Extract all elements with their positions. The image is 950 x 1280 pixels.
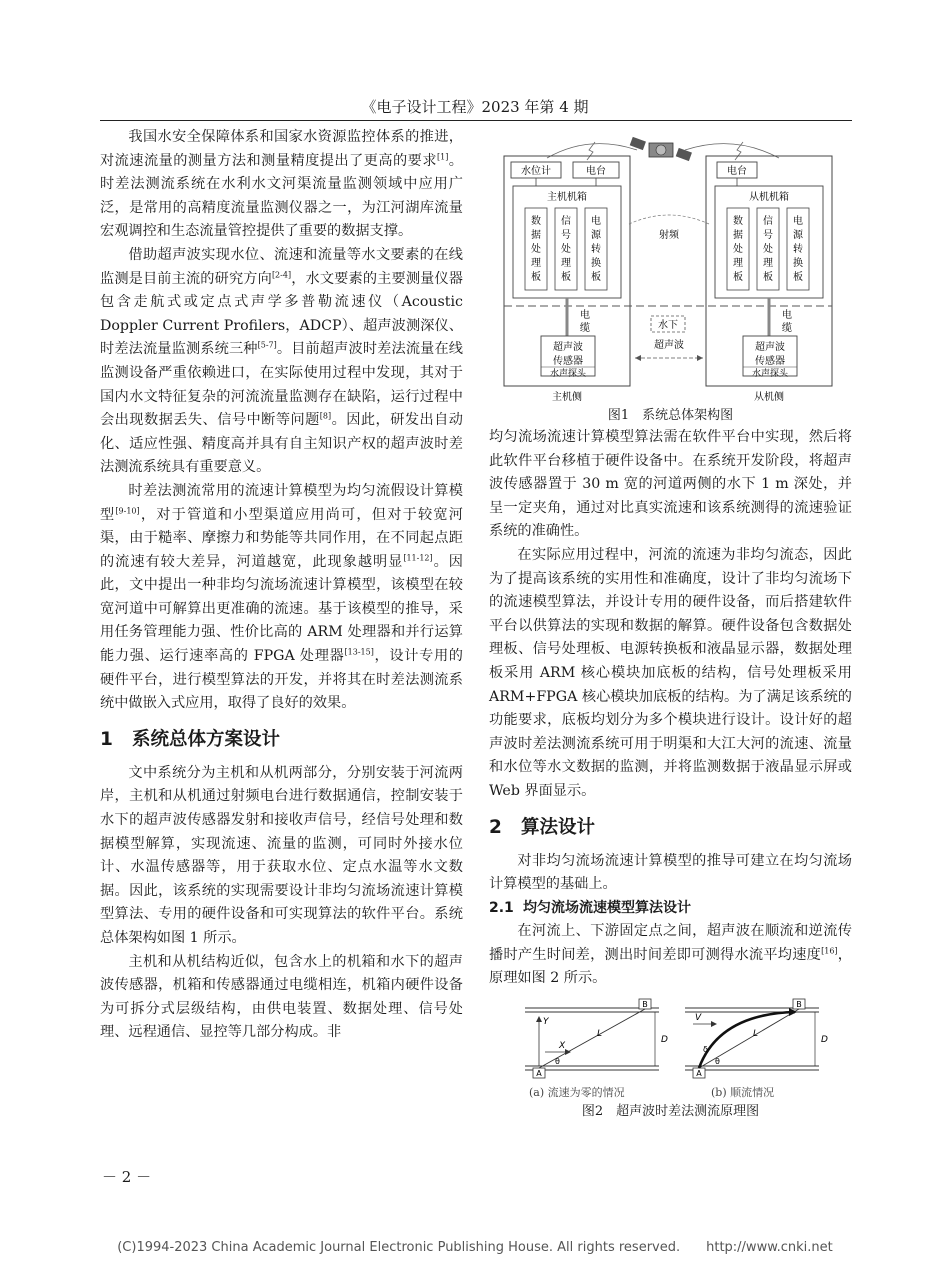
- paragraph-section1-1: 文中系统分为主机和从机两部分，分别安装于河流两岸，主机和从机通过射频电台进行数据通信，控制安装于水下的超声波传感器发射和接收声信号，经信号处理和数据模型解算，实现流速、流量的监测，可同时外接水位计、水温传感器等，用于获取水位、定点水温等水文数据。因此，该系统的实现需要设计非均匀流场流速计算模型算法、专用的硬件设备和可实现算法的软件平台。系统总体架构如图 1 所示。: [100, 764, 463, 946]
- section-1-heading: 1 系统总体方案设计: [100, 728, 281, 750]
- svg-text:处: 处: [763, 244, 773, 255]
- cable-label-right: 电: [782, 310, 792, 321]
- slave-sensor-label: 超声波: [755, 342, 785, 353]
- right-column: [489, 126, 852, 1122]
- figure-2-caption: 图2 超声波时差法测流原理图: [581, 1104, 760, 1120]
- svg-text:转: 转: [793, 244, 803, 255]
- radio-left-label: 电台: [586, 166, 606, 177]
- svg-text:板: 板: [591, 272, 601, 283]
- paragraph-section2-1: 在河流上、下游固定点之间，超声波在顺流和逆流传播时产生时间差，测出时间差即可测得水流平均速度[16]，原理如图 2 所示。: [489, 923, 852, 987]
- svg-text:B: B: [642, 1000, 648, 1010]
- slave-board-signal: [757, 208, 779, 290]
- figure-2-subcaptions: [489, 1084, 852, 1102]
- svg-text:号: 号: [763, 230, 773, 241]
- svg-text:换: 换: [591, 258, 601, 269]
- svg-text:信: 信: [561, 216, 571, 227]
- svg-text:缆: 缆: [580, 323, 590, 334]
- svg-text:板: 板: [531, 272, 541, 283]
- figure-2b-subcaption: (b) 顺流情况: [711, 1086, 775, 1100]
- master-side-label: 主机侧: [552, 392, 582, 403]
- figure-2b-downstream: [685, 999, 828, 1078]
- svg-text:理: 理: [763, 258, 773, 269]
- svg-text:L: L: [597, 1029, 603, 1040]
- master-board-signal: [555, 208, 577, 290]
- svg-text:A: A: [696, 1069, 702, 1079]
- section-2-1-heading: 2.1 均匀流场流速模型算法设计: [489, 899, 691, 916]
- underwater-label: 水下: [658, 320, 678, 331]
- svg-text:D: D: [821, 1035, 828, 1046]
- svg-text:θ: θ: [715, 1057, 720, 1067]
- master-probe-label: 水声探头: [549, 369, 587, 379]
- paragraph-right-1: 均匀流场流速计算模型算法需在软件平台中实现，然后将此软件平台移植于硬件设备中。在系统开发阶段，将超声波传感器置于 30 m 宽的河道两侧的水下 1 m 深处，并呈一定夹角，通过对比真实流速和该系统测得的流速验证系统的准确性。: [489, 429, 852, 540]
- figure-2a-subcaption: (a) 流速为零的情况: [529, 1086, 625, 1100]
- svg-text:数: 数: [531, 216, 541, 227]
- section-2-heading: 2 算法设计: [489, 816, 596, 838]
- svg-text:缆: 缆: [782, 323, 792, 334]
- svg-text:据: 据: [733, 230, 743, 241]
- svg-text:理: 理: [733, 258, 743, 269]
- slave-board-data: [727, 208, 749, 290]
- figure-2-principle-diagram: [489, 994, 852, 1084]
- svg-text:板: 板: [733, 272, 743, 283]
- paragraph-section2-intro: 对非均匀流场流速计算模型的推导可建立在均匀流场计算模型的基础上。: [489, 852, 852, 893]
- radio-right-label: 电台: [727, 166, 747, 177]
- water-level-label: 水位计: [521, 166, 551, 177]
- svg-text:换: 换: [793, 258, 803, 269]
- svg-text:板: 板: [561, 272, 571, 283]
- svg-text:处: 处: [733, 244, 743, 255]
- paragraph-right-2: 在实际应用过程中，河流的流速为非均匀流态，因此为了提高该系统的实用性和准确度，设计了非均匀流场下的流速模型算法，并设计专用的硬件设备，而后搭建软件平台以供算法的实现和数据的解算。硬件设备包含数据处理板、信号处理板、电源转换板和液晶显示器，数据处理板采用 ARM 核心模块加底板的结构，信号处理板采用 ARM+FPGA 核心模块加底板的结构。为了满足该系统的功能要求，底板均划分为多个模块进行设计。设计好的超声波时差法测流系统可用于明渠和大江大河的流速、流量和水位等水文数据的监测，并将监测数据于液晶显示屏或 Web 界面显示。: [489, 546, 852, 799]
- svg-text:处: 处: [561, 244, 571, 255]
- svg-text:电: 电: [793, 216, 803, 227]
- svg-text:A: A: [536, 1069, 542, 1079]
- svg-text:板: 板: [763, 272, 773, 283]
- figure-1-architecture-diagram: [489, 126, 852, 406]
- slave-box-label: 从机机箱: [749, 192, 789, 203]
- paragraph-intro-3: 时差法测流常用的流速计算模型为均匀流假设计算模型[9-10]，对于管道和小型渠道应用尚可，但对于较宽河渠，由于糙率、摩擦力和势能等共同作用，在不同起点距的流速有较大差异，河道越宽，此现象越明显[11-12]。因此，文中提出一种非均匀流场流速计算模型，该模型在较宽河道中可解算出更准确的流速。基于该模型的推导，采用任务管理能力强、性价比高的 ARM 处理器和并行运算能力强、运行速率高的 FPGA 处理器[13-15]，设计专用的硬件平台，进行模型算法的开发，并将其在时差法测流系统中做嵌入式应用，取得了良好的效果。: [100, 482, 463, 712]
- master-sensor-label: 超声波: [553, 342, 583, 353]
- svg-text:理: 理: [531, 258, 541, 269]
- svg-text:传感器: 传感器: [755, 356, 785, 367]
- svg-text:D: D: [661, 1035, 668, 1046]
- svg-text:源: 源: [793, 230, 803, 241]
- paragraph-section1-2: 主机和从机结构近似，包含水上的机箱和水下的超声波传感器，机箱和传感器通过电缆相连，机箱内硬件设备为可拆分式层级结构，由供电装置、数据处理、信号处理、远程通信、显控等几部分构成。非: [100, 953, 463, 1041]
- cable-label-left: 电: [580, 310, 590, 321]
- svg-text:B: B: [796, 1000, 802, 1010]
- slave-probe-label: 水声探头: [751, 369, 789, 379]
- svg-text:处: 处: [531, 244, 541, 255]
- main-box-label: 主机机箱: [547, 192, 587, 203]
- svg-text:Y: Y: [543, 1017, 549, 1028]
- figure-2a-zero-flow: [525, 999, 668, 1078]
- master-board-data: [525, 208, 547, 290]
- svg-text:δ: δ: [703, 1045, 708, 1055]
- svg-text:理: 理: [561, 258, 571, 269]
- figure-1-caption: 图1 系统总体架构图: [607, 408, 734, 423]
- svg-text:转: 转: [591, 244, 601, 255]
- left-column: [100, 126, 463, 1045]
- slave-board-power: [787, 208, 809, 290]
- rf-label: 射频: [659, 230, 679, 241]
- svg-text:据: 据: [531, 230, 541, 241]
- master-board-power: [585, 208, 607, 290]
- header-rule: [100, 120, 852, 121]
- svg-text:数: 数: [733, 216, 743, 227]
- svg-text:X: X: [559, 1041, 566, 1052]
- satellite-icon: [630, 137, 692, 161]
- svg-text:θ: θ: [555, 1057, 560, 1067]
- page-number: － 2 －: [102, 1168, 152, 1186]
- svg-text:号: 号: [561, 230, 571, 241]
- svg-text:源: 源: [591, 230, 601, 241]
- svg-text:传感器: 传感器: [553, 356, 583, 367]
- svg-text:电: 电: [591, 216, 601, 227]
- paragraph-intro-2: 借助超声波实现水位、流速和流量等水文要素的在线监测是目前主流的研究方向[2-4]，水文要素的主要测量仪器包含走航式或定点式声学多普勒流速仪（Acoustic Doppler Current Profilers，ADCP）、超声波测深仪、时差法流量监测系统三种[5-7]。目前超声波时差法流量在线监测设备严重依赖进口，在实际使用过程中发现，其对于国内水文特征复杂的河流流量监测存在缺陷，运行过程中会出现数据丢失、信号中断等问题[8]。因此，研发出自动化、适应性强、精度高并具有自主知识产权的超声波时差法测流系统具有重要意义。: [100, 246, 463, 476]
- ultrasonic-label: 超声波: [654, 340, 684, 351]
- copyright-footer: (C)1994-2023 China Academic Journal Electronic Publishing House. All rights reserved. http://www.cnki.net: [117, 1240, 833, 1255]
- svg-text:板: 板: [793, 272, 803, 283]
- journal-header: 《电子设计工程》2023 年第 4 期: [361, 98, 589, 116]
- paragraph-intro-1: 我国水安全保障体系和国家水资源监控体系的推进，对流速流量的测量方法和测量精度提出了更高的要求[1]。时差法测流系统在水利水文河渠流量监测领域中应用广泛，是常用的高精度流量监测仪器之一，为江河湖库流量宏观调控和生态流量管控提供了重要的数据支撑。: [100, 129, 463, 240]
- slave-side-label: 从机侧: [754, 392, 784, 403]
- svg-text:V: V: [695, 1013, 702, 1024]
- svg-text:信: 信: [763, 216, 773, 227]
- svg-text:L: L: [753, 1029, 759, 1040]
